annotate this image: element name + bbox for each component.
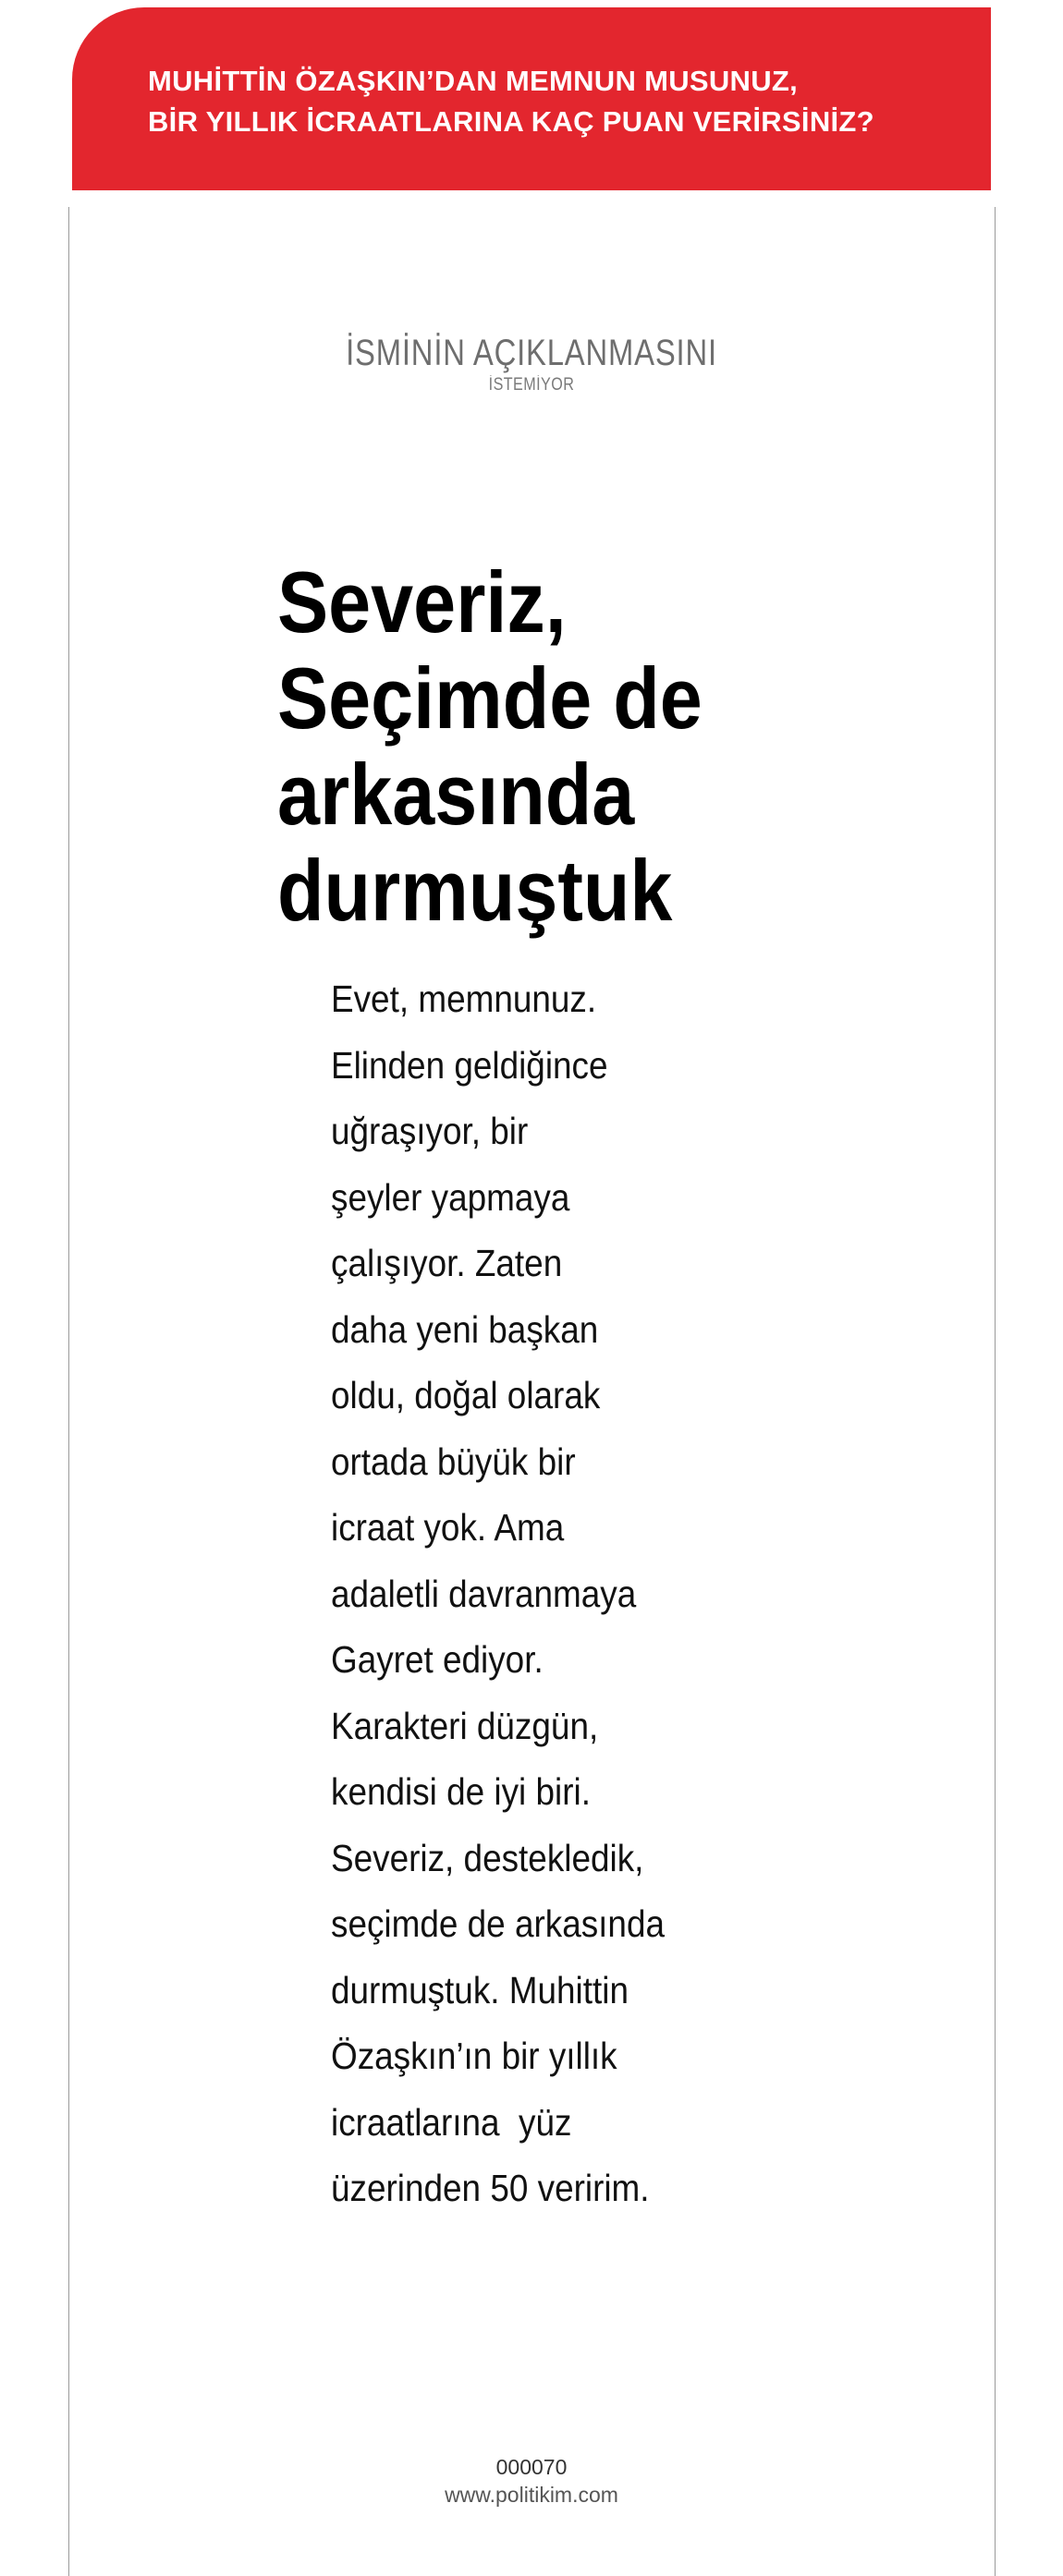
answer-line: şeyler yapmaya (331, 1175, 570, 1219)
answer-line: Severiz, destekledik, (331, 1836, 644, 1879)
headline-line: Seçimde de (277, 650, 703, 747)
answer-line: icraatlarına yüz (331, 2100, 572, 2144)
respondent-subtitle: İSTEMİYOR (488, 375, 575, 395)
headline-line: arkasında (277, 746, 635, 843)
answer-line: oldu, doğal olarak (331, 1374, 601, 1416)
answer-line: Gayret ediyor. (331, 1638, 544, 1681)
answer-line: durmuştuk. Muhittin (331, 1968, 629, 2011)
headline (277, 554, 924, 939)
answer-line: seçimde de arkasında (331, 1902, 666, 1945)
footer (0, 2453, 1063, 2509)
headline-line: durmuştuk (277, 842, 673, 939)
entry-code: 000070 (495, 2455, 568, 2479)
answer-line: daha yeni başkan (331, 1307, 599, 1351)
answer-line: Özaşkın’ın bir yıllık (331, 2035, 617, 2077)
question-line-2: BİR YILLIK İCRAATLARINA KAÇ PUAN VERİRSİNİZ? (148, 105, 874, 138)
answer-line: Karakteri düzgün, (331, 1704, 599, 1747)
answer-line: uğraşıyor, bir (331, 1110, 529, 1152)
respondent-block (0, 333, 1063, 395)
answer-line: Elinden geldiğince (331, 1043, 608, 1087)
answer-line: ortada büyük bir (331, 1440, 576, 1483)
answer-line: icraat yok. Ama (331, 1506, 565, 1549)
frame-left-border (68, 207, 69, 2576)
respondent-name: İSMİNİN AÇIKLANMASINI (346, 333, 717, 373)
answer-line: çalışıyor. Zaten (331, 1242, 563, 1284)
answer-text (331, 966, 886, 2222)
answer-line: adaletli davranmaya (331, 1572, 637, 1615)
question-line-1: MUHİTTİN ÖZAŞKIN’DAN MEMNUN MUSUNUZ, (148, 65, 799, 97)
website-url: www.politikim.com (445, 2483, 618, 2507)
answer-line: üzerinden 50 veririm. (331, 2167, 650, 2209)
frame-right-border (995, 207, 996, 2576)
headline-line: Severiz, (277, 553, 567, 650)
answer-line: kendisi de iyi biri. (331, 1770, 591, 1813)
answer-line: Evet, memnunuz. (331, 978, 597, 1020)
question-banner (72, 7, 991, 190)
